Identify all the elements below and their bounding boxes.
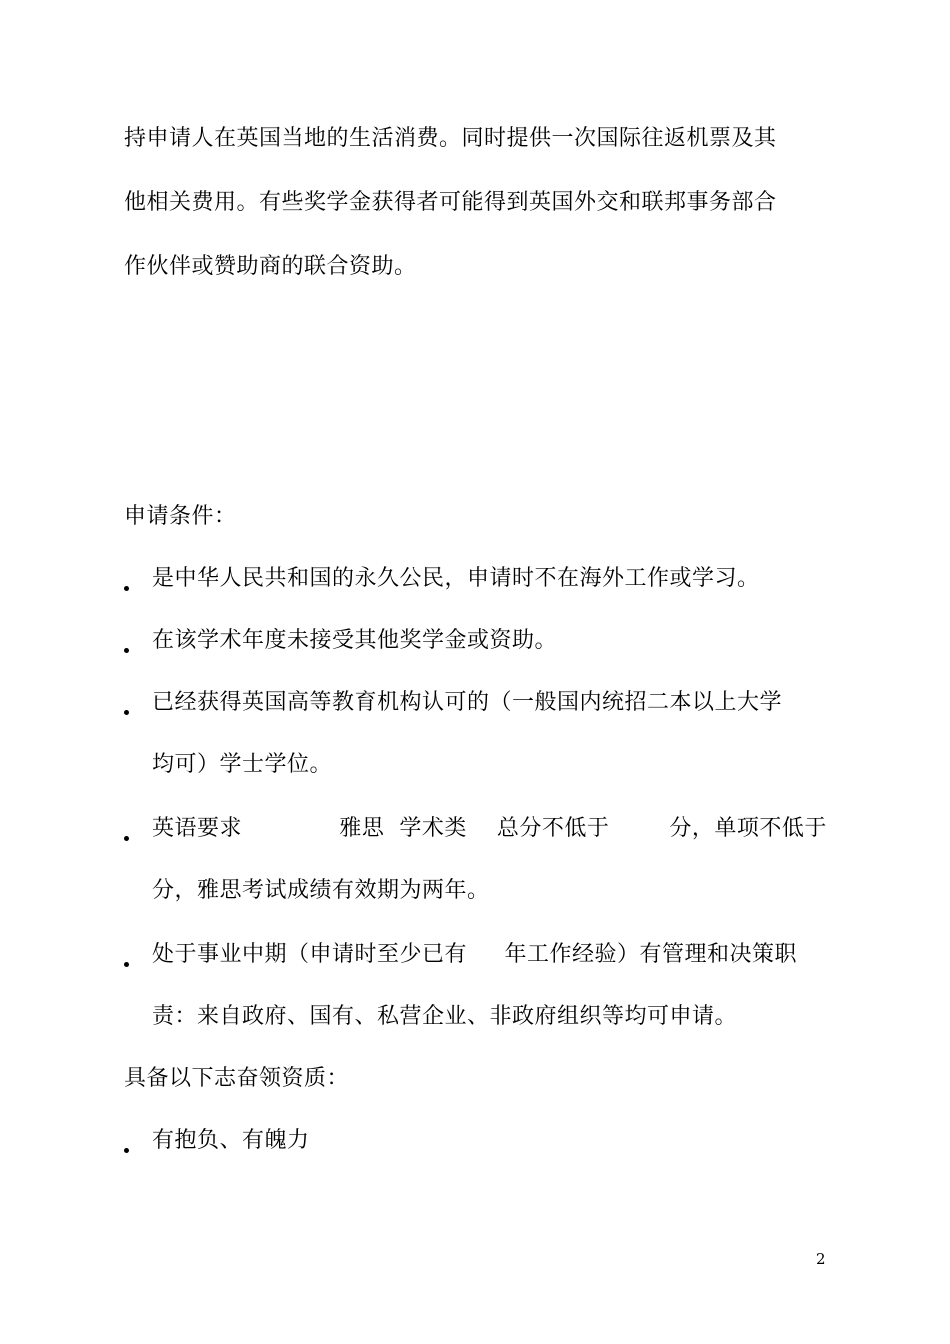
condition-text: 是中华人民共和国的永久公民，申请时不在海外工作或学习。: [152, 566, 760, 591]
condition-text: 已经获得英国高等教育机构认可的（一般国内统招二本以上大学: [152, 690, 783, 715]
list-item: [124, 1126, 524, 1156]
condition-text: 在该学术年度未接受其他奖学金或资助。: [152, 628, 558, 653]
condition-continuation: 分，雅思考试成绩有效期为两年。: [152, 878, 490, 903]
conditions-heading: 申请条件：: [124, 504, 237, 529]
bullet-icon: [124, 710, 129, 715]
list-item: [124, 688, 834, 718]
condition-continuation: 责：来自政府、国有、私营企业、非政府组织等均可申请。: [152, 1004, 738, 1029]
bullet-icon: [124, 962, 129, 967]
bullet-icon: [124, 836, 129, 841]
condition-text: 英语要求 雅思 学术类 总分不低于 分，单项不低于: [152, 816, 827, 841]
list-item: [124, 940, 834, 970]
qualities-heading: 具备以下志奋领资质：: [124, 1066, 350, 1091]
condition-text: 处于事业中期（申请时至少已有 年工作经验）有管理和决策职: [152, 942, 797, 967]
quality-text: 有抱负、有魄力: [152, 1128, 310, 1153]
page-number: 2: [816, 1250, 826, 1268]
list-item: [124, 626, 824, 656]
list-item: [124, 814, 834, 844]
list-item: [124, 564, 824, 594]
bullet-icon: [124, 648, 129, 653]
bullet-icon: [124, 586, 129, 591]
bullet-icon: [124, 1148, 129, 1153]
intro-line-1: 持申请人在英国当地的生活消费。同时提供一次国际往返机票及其: [124, 126, 777, 151]
condition-continuation: 均可）学士学位。: [152, 752, 333, 777]
intro-line-3: 作伙伴或赞助商的联合资助。: [124, 254, 417, 279]
intro-line-2: 他相关费用。有些奖学金获得者可能得到英国外交和联邦事务部合: [124, 190, 777, 215]
